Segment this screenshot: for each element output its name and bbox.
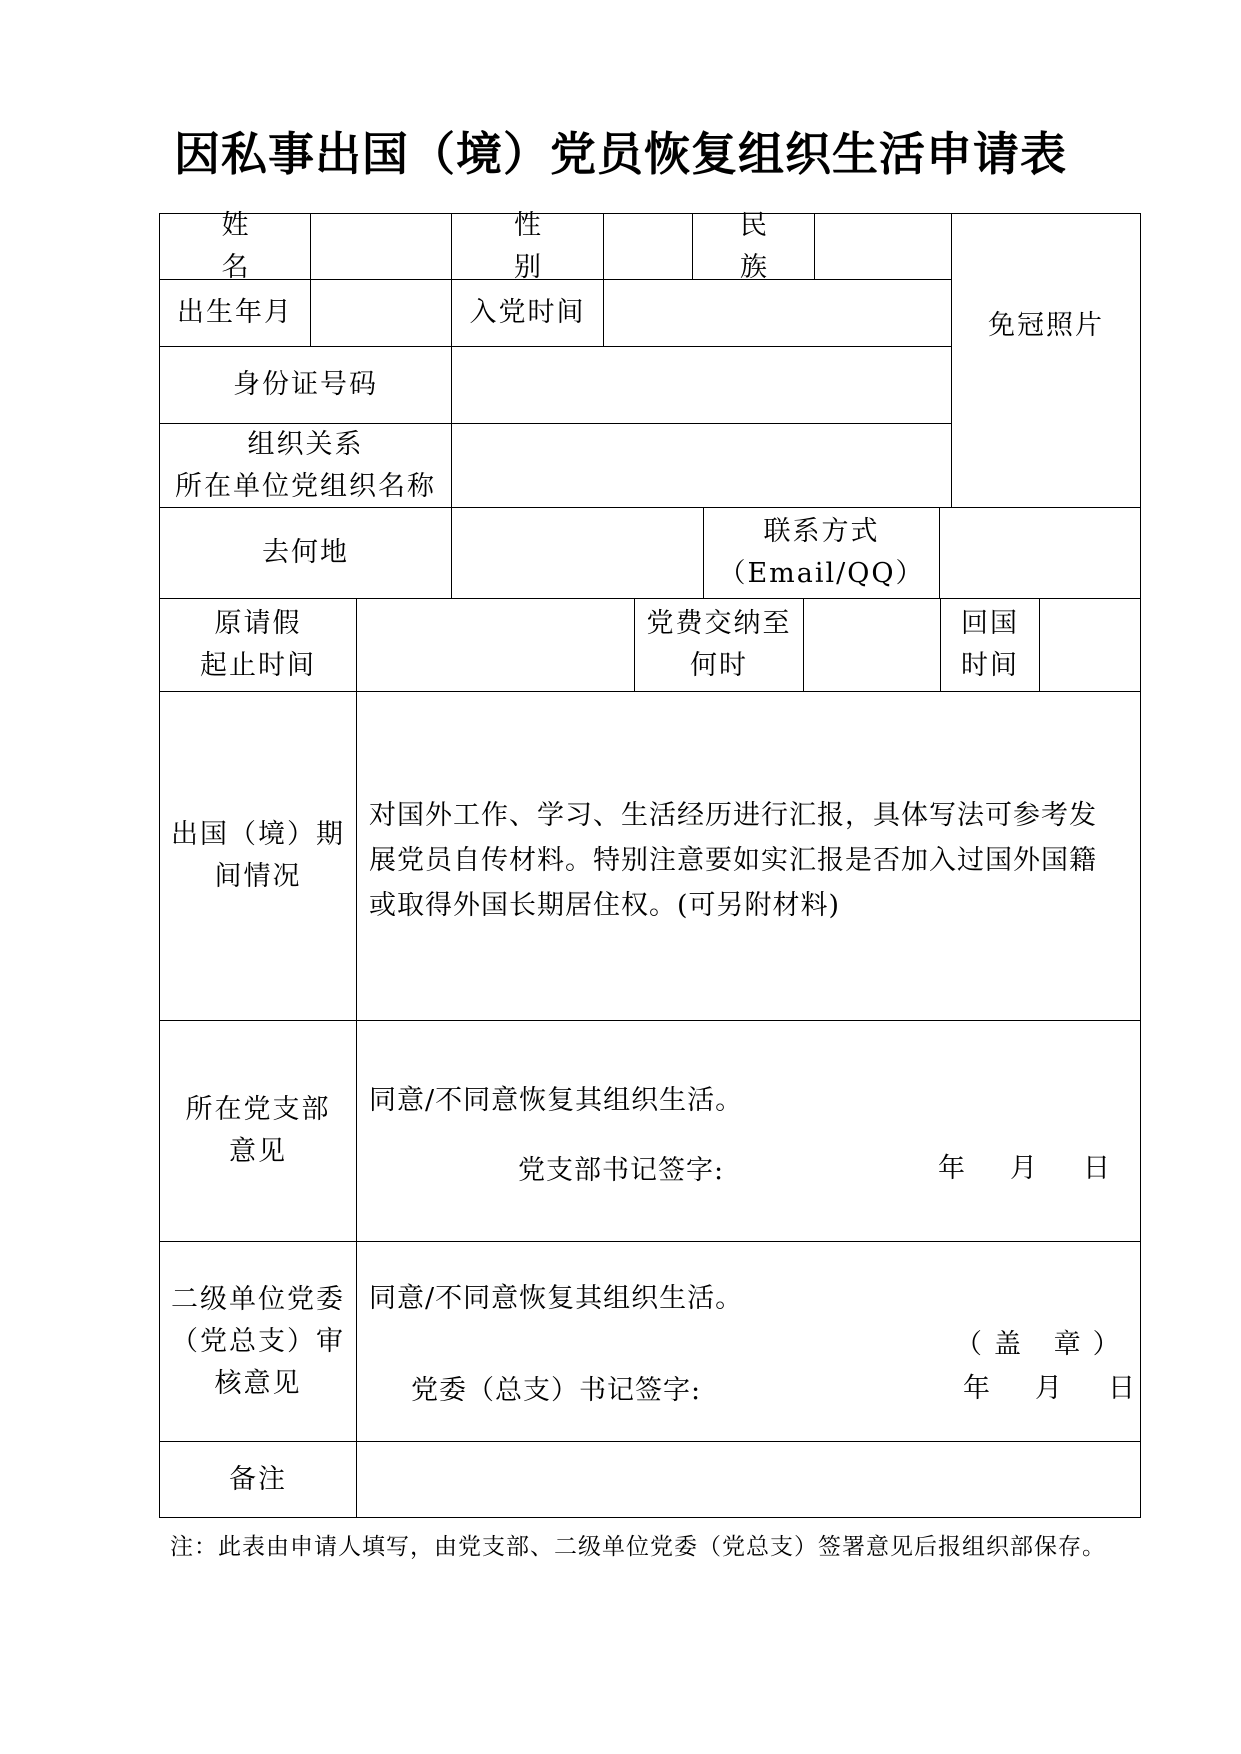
destination-label: 去何地	[159, 507, 452, 599]
branch-opinion-text: 同意/不同意恢复其组织生活。	[369, 1085, 744, 1116]
abroad-instructions-line2: 展党员自传材料。特别注意要如实汇报是否加入过国外国籍	[369, 845, 1097, 876]
ethnicity-label: 民 族	[692, 213, 815, 280]
committee-signature-label: 党委（总支）书记签字:	[411, 1375, 702, 1406]
leave-period-field[interactable]	[356, 598, 635, 692]
id-number-label: 身份证号码	[159, 346, 452, 424]
abroad-instructions-line1: 对国外工作、学习、生活经历进行汇报，具体写法可参考发	[369, 800, 1097, 831]
gender-label: 性 别	[451, 213, 604, 280]
committee-opinion-label	[159, 1241, 357, 1442]
committee-date-month: 月	[1035, 1373, 1063, 1404]
committee-seal-label: （盖 章）	[955, 1329, 1132, 1360]
name-field[interactable]	[310, 213, 452, 280]
branch-date-month: 月	[1010, 1153, 1038, 1184]
leave-period-label-line1: 原请假	[214, 608, 302, 639]
org-field[interactable]	[451, 423, 952, 508]
remarks-field[interactable]	[356, 1441, 1141, 1518]
destination-field[interactable]	[451, 507, 704, 599]
return-date-label-line2: 时间	[961, 650, 1019, 681]
join-date-field[interactable]	[603, 279, 952, 347]
return-date-label	[940, 598, 1040, 692]
dues-field[interactable]	[803, 598, 941, 692]
org-label-line2: 所在单位党组织名称	[175, 470, 436, 502]
birth-label: 出生年月	[159, 279, 311, 347]
branch-opinion-label-line2: 意见	[229, 1136, 287, 1167]
org-label	[159, 423, 452, 508]
committee-date-day: 日	[1108, 1373, 1136, 1404]
branch-opinion-label-line1: 所在党支部	[185, 1094, 331, 1125]
birth-field[interactable]	[310, 279, 452, 347]
return-date-field[interactable]	[1039, 598, 1141, 692]
leave-period-label-line2: 起止时间	[200, 650, 316, 681]
ethnicity-field[interactable]	[814, 213, 952, 280]
join-date-label: 入党时间	[451, 279, 604, 347]
abroad-label-line2: 间情况	[214, 861, 302, 892]
abroad-label	[159, 691, 357, 1021]
committee-date-year: 年	[963, 1373, 991, 1404]
gender-field[interactable]	[603, 213, 693, 280]
remarks-label: 备注	[159, 1441, 357, 1518]
abroad-label-line1: 出国（境）期	[171, 819, 345, 850]
photo-box[interactable]: 免冠照片	[951, 213, 1141, 508]
branch-date-year: 年	[938, 1153, 966, 1184]
committee-opinion-label-line2: （党总支）审	[171, 1325, 345, 1357]
contact-label-line1: 联系方式	[763, 516, 880, 547]
dues-label-line1: 党费交纳至	[646, 608, 792, 639]
id-number-field[interactable]	[451, 346, 952, 424]
branch-signature-label: 党支部书记签字:	[518, 1155, 725, 1186]
name-label: 姓 名	[159, 213, 311, 280]
dues-label	[634, 598, 804, 692]
footnote: 注：此表由申请人填写，由党支部、二级单位党委（党总支）签署意见后报组织部保存。	[170, 1534, 1106, 1560]
committee-opinion-text: 同意/不同意恢复其组织生活。	[369, 1283, 744, 1314]
committee-opinion-label-line3: 核意见	[214, 1367, 302, 1399]
contact-label-line2: （Email/QQ）	[718, 558, 925, 589]
branch-opinion-field[interactable]	[356, 1020, 1141, 1242]
contact-label	[703, 507, 940, 599]
abroad-instructions-line3: 或取得外国长期居住权。(可另附材料)	[369, 890, 841, 921]
return-date-label-line1: 回国	[961, 608, 1019, 639]
form-title: 因私事出国（境）党员恢复组织生活申请表	[174, 127, 1067, 181]
branch-date-day: 日	[1083, 1153, 1111, 1184]
contact-field[interactable]	[939, 507, 1141, 599]
leave-period-label	[159, 598, 357, 692]
dues-label-line2: 何时	[690, 650, 748, 681]
org-label-line1: 组织关系	[247, 428, 364, 460]
committee-opinion-label-line1: 二级单位党委	[171, 1283, 345, 1315]
branch-opinion-label	[159, 1020, 357, 1242]
